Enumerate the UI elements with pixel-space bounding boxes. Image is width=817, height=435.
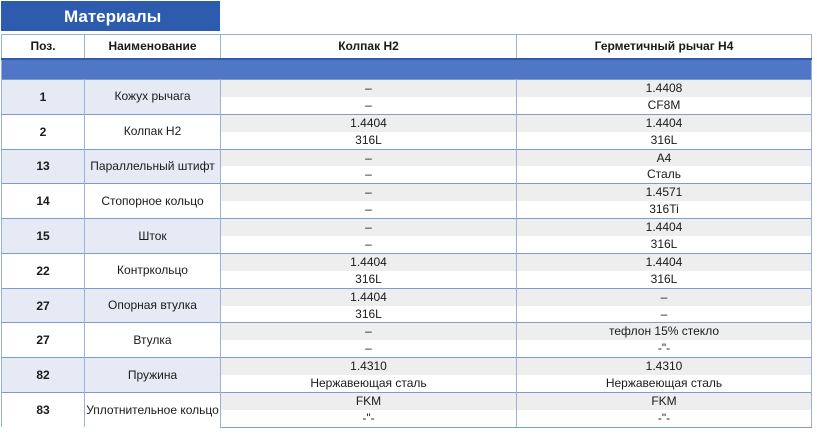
material-h4-cell: Нержавеющая сталь <box>517 375 812 392</box>
position-cell: 2 <box>2 114 85 149</box>
header-band <box>2 59 812 80</box>
material-h2-cell: – <box>221 219 517 236</box>
table-row <box>2 149 812 166</box>
position-cell: 83 <box>2 393 85 428</box>
material-h4-cell: 1.4404 <box>517 253 812 270</box>
position-cell: 14 <box>2 184 85 219</box>
table-row <box>2 184 812 201</box>
material-h2-cell: FKM <box>221 393 517 410</box>
material-h4-cell: тефлон 15% стекло <box>517 323 812 340</box>
material-h2-cell: – <box>221 184 517 201</box>
material-h4-cell: 1.4404 <box>517 219 812 236</box>
part-name-cell: Кожух рычага <box>85 80 221 115</box>
material-h2-cell: 316L <box>221 306 517 323</box>
header-h2: Колпак H2 <box>221 35 517 59</box>
material-h4-cell: 1.4571 <box>517 184 812 201</box>
material-h2-cell: 1.4404 <box>221 288 517 305</box>
material-h2-cell: – <box>221 97 517 114</box>
position-cell: 22 <box>2 253 85 288</box>
material-h4-cell: – <box>517 306 812 323</box>
material-h2-cell: 1.4404 <box>221 114 517 131</box>
material-h4-cell: 316L <box>517 236 812 253</box>
material-h4-cell: 1.4404 <box>517 114 812 131</box>
header-name: Наименование <box>85 35 221 59</box>
material-h2-cell: – <box>221 149 517 166</box>
part-name-cell: Пружина <box>85 358 221 393</box>
material-h4-cell: A4 <box>517 149 812 166</box>
material-h4-cell: Сталь <box>517 166 812 183</box>
position-cell: 13 <box>2 149 85 184</box>
materials-table <box>1 34 812 428</box>
material-h4-cell: 316L <box>517 271 812 288</box>
material-h2-cell: – <box>221 166 517 183</box>
header-pos: Поз. <box>2 35 85 59</box>
table-row <box>2 358 812 375</box>
material-h2-cell: – <box>221 80 517 97</box>
table-row <box>2 114 812 131</box>
part-name-cell: Контркольцо <box>85 253 221 288</box>
material-h4-cell: 316L <box>517 132 812 149</box>
position-cell: 1 <box>2 80 85 115</box>
part-name-cell: Параллельный штифт <box>85 149 221 184</box>
part-name-cell: Шток <box>85 219 221 254</box>
material-h2-cell: – <box>221 236 517 253</box>
position-cell: 27 <box>2 323 85 358</box>
material-h2-cell: Нержавеющая сталь <box>221 375 517 392</box>
part-name-cell: Стопорное кольцо <box>85 184 221 219</box>
position-cell: 27 <box>2 288 85 323</box>
header-row <box>2 35 812 59</box>
material-h2-cell: 316L <box>221 271 517 288</box>
material-h4-cell: -"- <box>517 340 812 357</box>
material-h4-cell: 1.4408 <box>517 80 812 97</box>
material-h4-cell: -"- <box>517 410 812 427</box>
part-name-cell: Опорная втулка <box>85 288 221 323</box>
section-title: Материалы <box>1 1 220 31</box>
part-name-cell: Колпак H2 <box>85 114 221 149</box>
material-h4-cell: 1.4310 <box>517 358 812 375</box>
material-h4-cell: 316Ti <box>517 201 812 218</box>
header-h4: Герметичный рычаг H4 <box>517 35 812 59</box>
table-row <box>2 80 812 97</box>
material-h2-cell: 1.4310 <box>221 358 517 375</box>
position-cell: 82 <box>2 358 85 393</box>
position-cell: 15 <box>2 219 85 254</box>
table-row <box>2 288 812 305</box>
material-h4-cell: CF8M <box>517 97 812 114</box>
material-h2-cell: – <box>221 201 517 218</box>
material-h2-cell: 316L <box>221 132 517 149</box>
material-h2-cell: – <box>221 340 517 357</box>
part-name-cell: Втулка <box>85 323 221 358</box>
table-row <box>2 393 812 410</box>
material-h4-cell: – <box>517 288 812 305</box>
material-h2-cell: -"- <box>221 410 517 427</box>
material-h4-cell: FKM <box>517 393 812 410</box>
table-row <box>2 253 812 270</box>
table-row <box>2 323 812 340</box>
material-h2-cell: 1.4404 <box>221 253 517 270</box>
material-h2-cell: – <box>221 323 517 340</box>
table-row <box>2 219 812 236</box>
part-name-cell: Уплотнительное кольцо <box>85 393 221 428</box>
